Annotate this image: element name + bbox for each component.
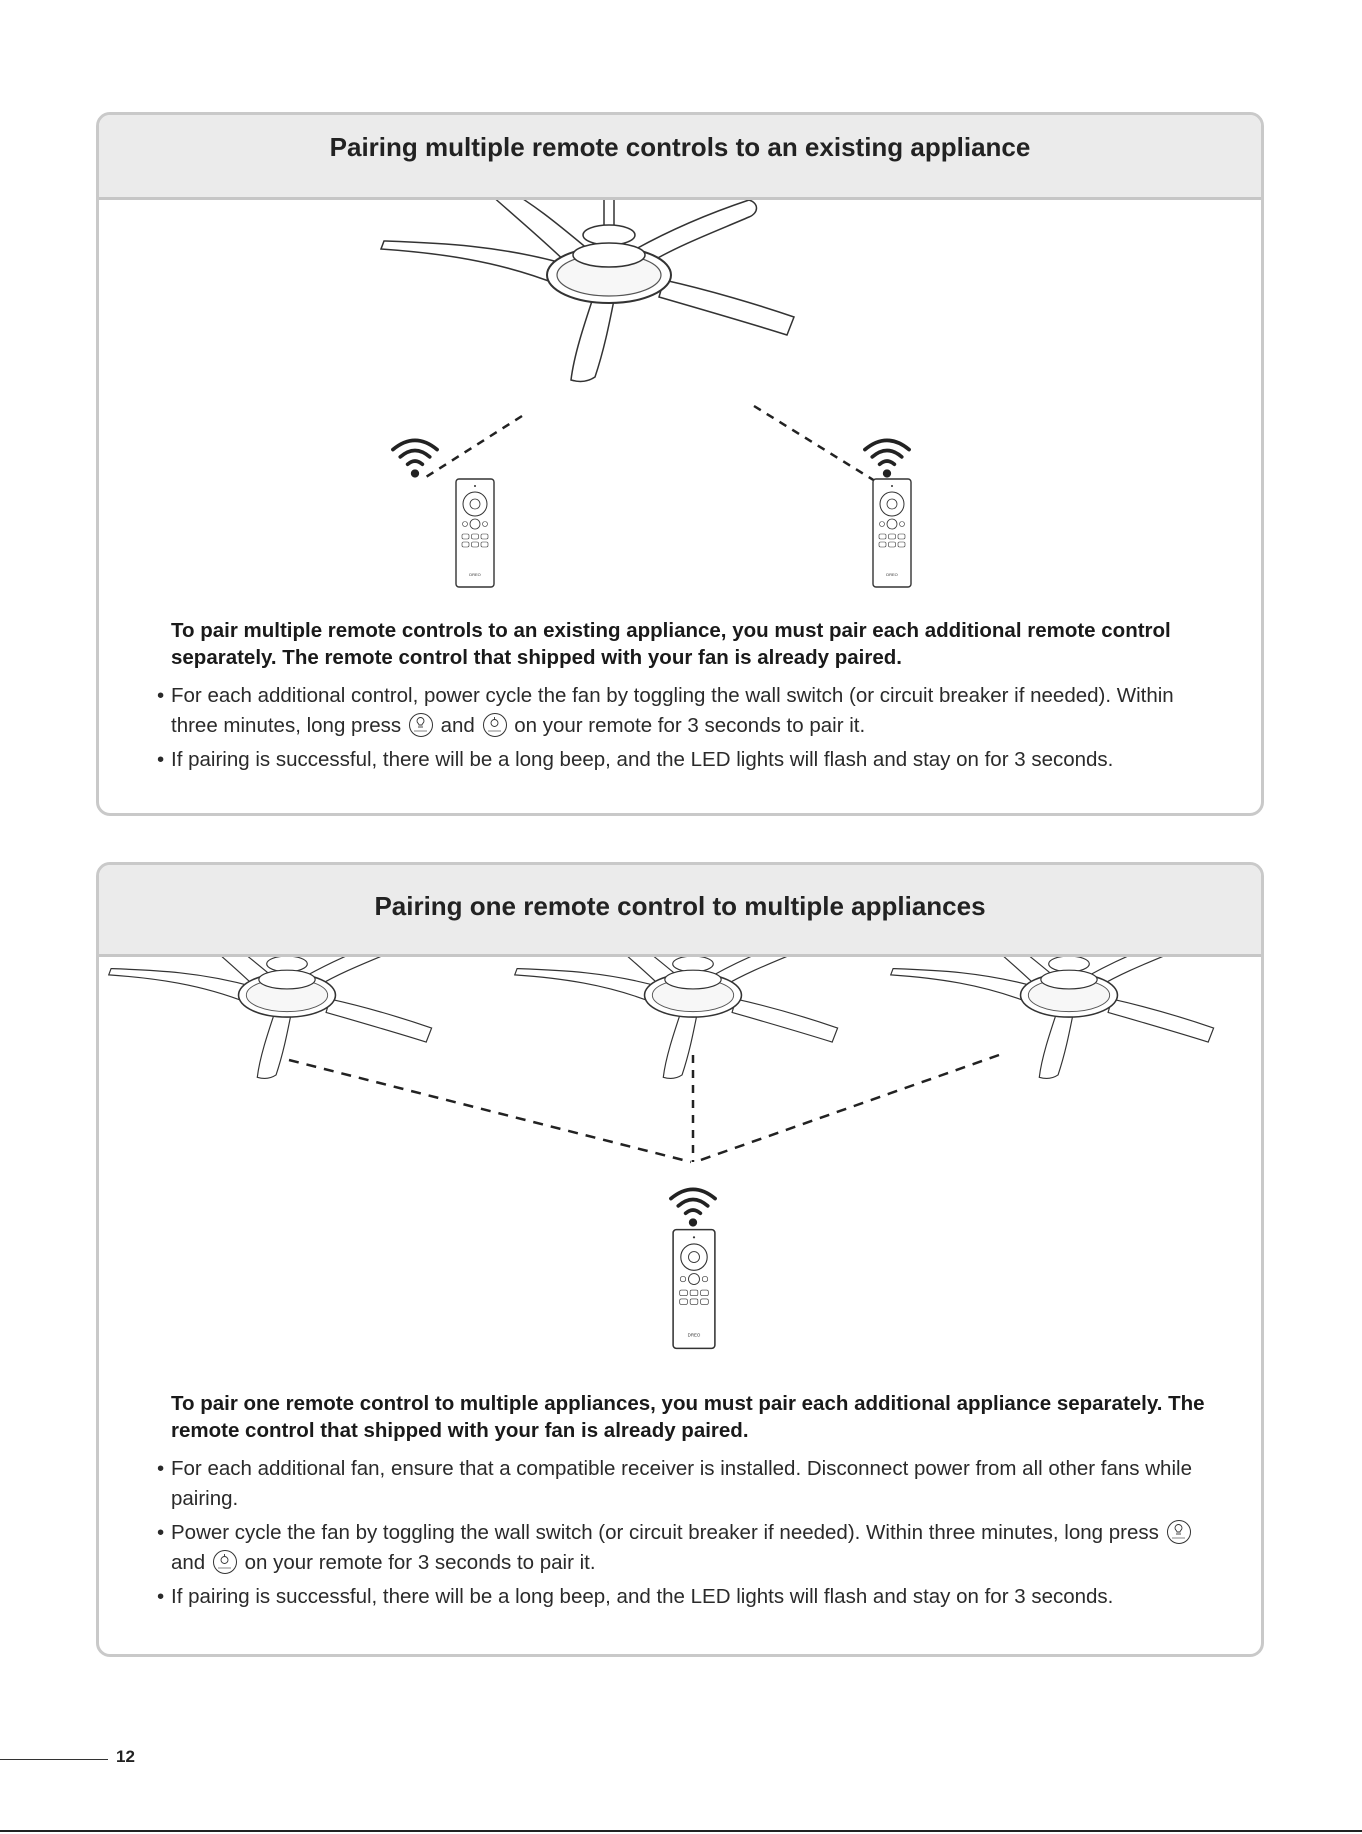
bullet-text: For each additional control, power cycle the fan by toggling the wall switch (or circuit breaker if needed). Within three minutes, long press — [171, 684, 1174, 737]
section-title: Pairing multiple remote controls to an existing appliance — [99, 115, 1261, 200]
on-off-icon — [483, 713, 507, 737]
bullet-text: on your remote for 3 seconds to pair it. — [514, 714, 866, 737]
page-footer — [0, 1745, 160, 1775]
list-item — [157, 681, 1217, 741]
wifi-icon — [671, 1189, 715, 1226]
signal-line — [289, 1060, 691, 1162]
list-item — [157, 1518, 1217, 1578]
lead-paragraph: To pair multiple remote controls to an existing appliance, you must pair each additional remote control separately. The remote control that shipped with your fan is already paired. — [171, 619, 1171, 669]
wifi-icon — [865, 440, 909, 477]
bullet-list — [157, 1454, 1217, 1612]
signal-line — [695, 1055, 999, 1162]
fan-icon — [381, 175, 794, 381]
bullet-text: and — [171, 1551, 206, 1574]
page-number: 12 — [116, 1747, 135, 1766]
footer-rule — [0, 1759, 108, 1760]
instructions — [157, 1390, 1217, 1616]
signal-line — [426, 416, 522, 477]
lead-paragraph: To pair one remote control to multiple appliances, you must pair each additional appliance separately. The remote control that shipped with your fan is already paired. — [171, 1392, 1205, 1442]
signal-line — [754, 406, 875, 481]
instructions — [157, 617, 1217, 779]
list-item: • If pairing is successful, there will be a long beep, and the LED lights will flash and stay on for 3 seconds. — [157, 1582, 1217, 1612]
bullet-text: on your remote for 3 seconds to pair it. — [244, 1551, 596, 1574]
remote-control-icon — [673, 1230, 715, 1349]
section-multiple-remotes — [96, 112, 1264, 816]
list-item: • If pairing is successful, there will be a long beep, and the LED lights will flash and stay on for 3 seconds. — [157, 745, 1217, 775]
remote-control-icon — [456, 479, 494, 587]
bullet-text: and — [440, 714, 475, 737]
wifi-icon — [393, 440, 437, 477]
list-item: • For each additional fan, ensure that a compatible receiver is installed. Disconnect power from all other fans while pairing. — [157, 1454, 1217, 1514]
bullet-text: Power cycle the fan by toggling the wall switch (or circuit breaker if needed). Within three minutes, long press — [171, 1521, 1159, 1544]
wash-light-icon — [1167, 1520, 1191, 1544]
section-one-remote-multiple-fans — [96, 862, 1264, 1657]
wash-light-icon — [409, 713, 433, 737]
on-off-icon — [213, 1550, 237, 1574]
section-title: Pairing one remote control to multiple appliances — [99, 865, 1261, 957]
divider — [0, 1830, 1362, 1832]
bullet-list — [157, 681, 1217, 775]
remote-control-icon — [873, 479, 911, 587]
